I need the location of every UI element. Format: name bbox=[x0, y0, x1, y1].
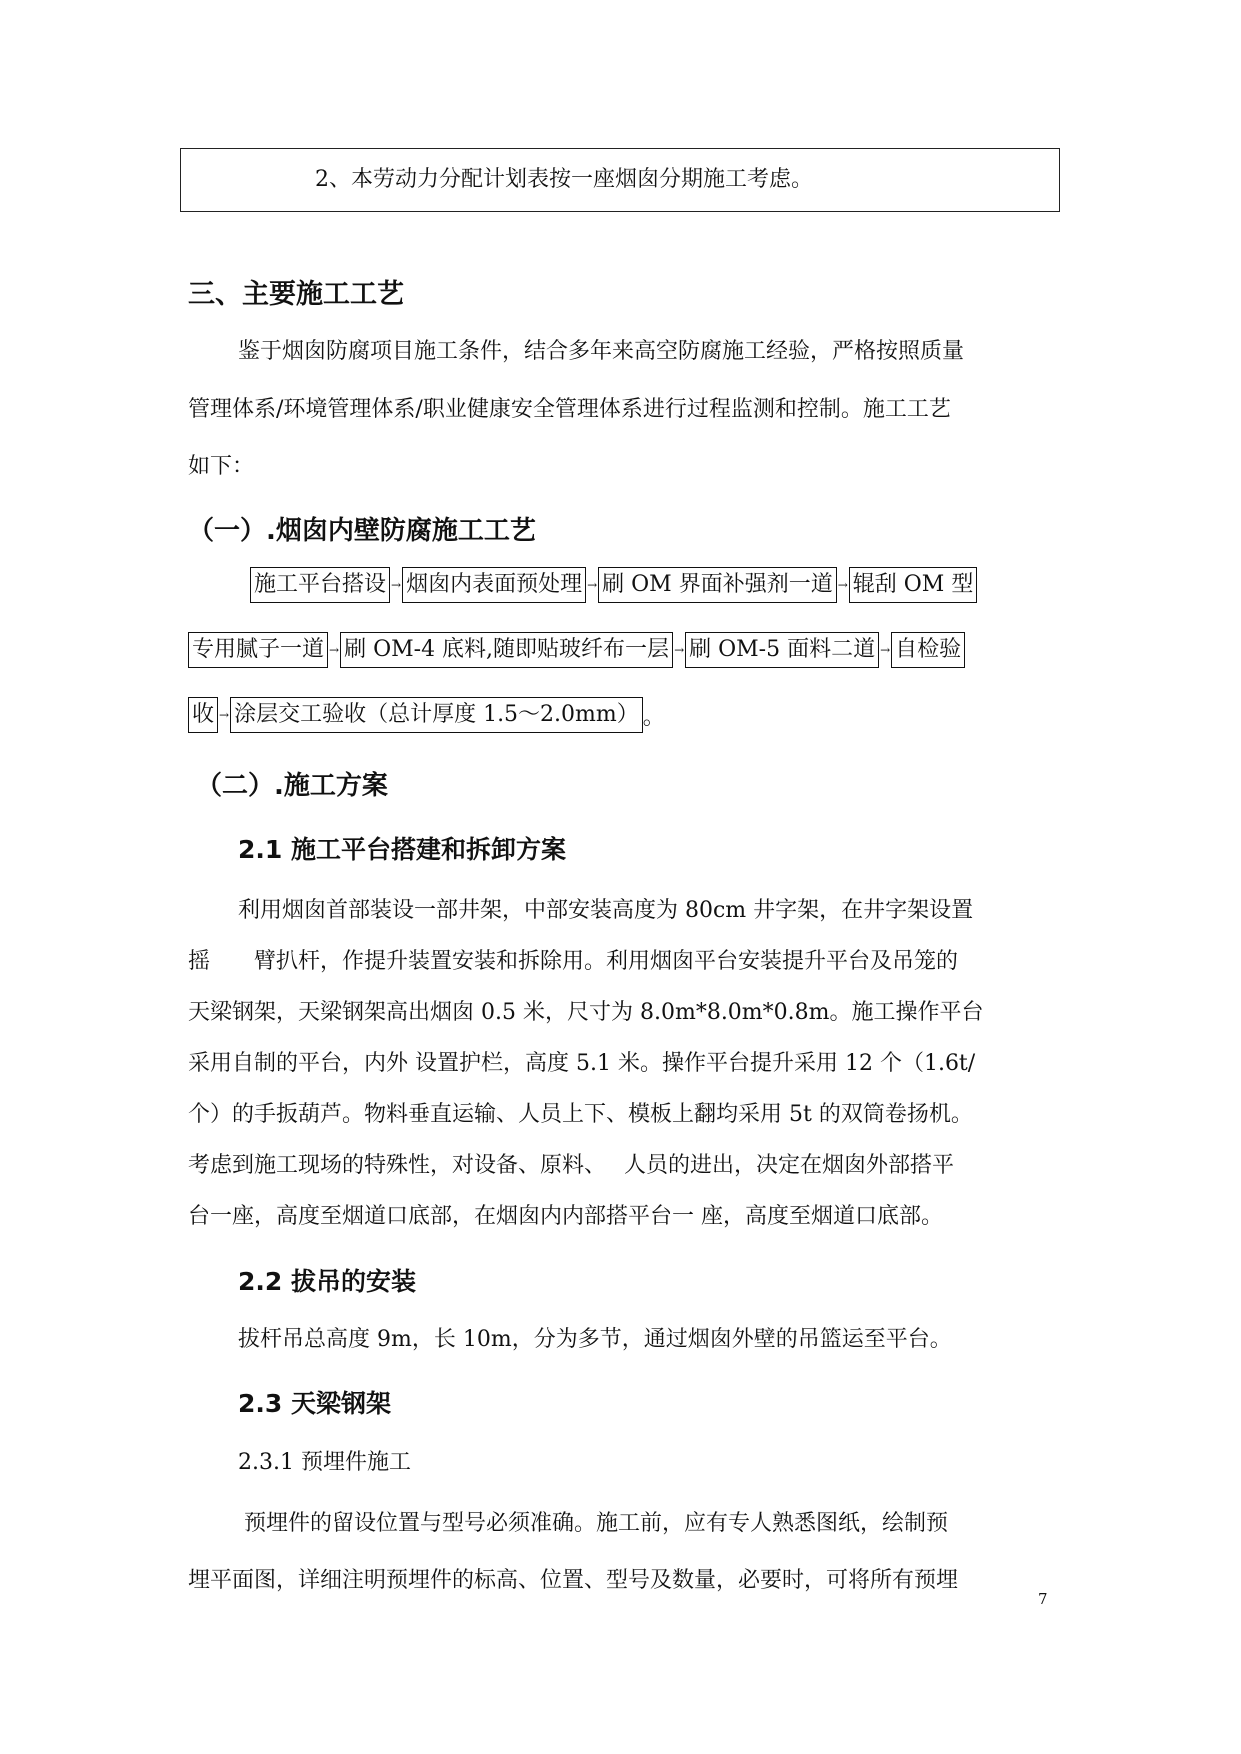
flow-step: 收 bbox=[188, 697, 218, 733]
body-line: 拔杆吊总高度 9m，长 10m，分为多节，通过烟囱外壁的吊篮运至平台。 bbox=[238, 1327, 952, 1352]
subsection-2-3-1-heading: 2.3.1 预埋件施工 bbox=[238, 1450, 411, 1475]
flow-step: 刷 OM 界面补强剂一道 bbox=[598, 567, 837, 603]
flow-step: 烟囱内表面预处理 bbox=[402, 567, 586, 603]
flow-step: 专用腻子一道 bbox=[188, 632, 328, 668]
intro-line: 管理体系/环境管理体系/职业健康安全管理体系进行过程监测和控制。施工工艺 bbox=[188, 397, 951, 422]
arrow-icon: → bbox=[587, 578, 598, 592]
arrow-icon: → bbox=[880, 643, 891, 657]
body-line: 考虑到施工现场的特殊性，对设备、原料、 人员的进出，决定在烟囱外部搭平 bbox=[188, 1153, 954, 1178]
arrow-icon: → bbox=[391, 578, 402, 592]
note-text: 2、本劳动力分配计划表按一座烟囱分期施工考虑。 bbox=[315, 167, 813, 192]
intro-line: 鉴于烟囱防腐项目施工条件，结合多年来高空防腐施工经验，严格按照质量 bbox=[238, 339, 965, 364]
section-heading: 三、主要施工工艺 bbox=[188, 279, 404, 310]
body-line: 采用自制的平台，内外 设置护栏，高度 5.1 米。操作平台提升采用 12 个（1.6t/ bbox=[188, 1051, 976, 1076]
flow-step: 刷 OM-5 面料二道 bbox=[685, 632, 879, 668]
arrow-icon: → bbox=[674, 643, 685, 657]
flow-step: 涂层交工验收（总计厚度 1.5～2.0mm） bbox=[230, 697, 643, 733]
flow-step: 自检验 bbox=[891, 632, 965, 668]
body-line: 个）的手扳葫芦。物料垂直运输、人员上下、模板上翻均采用 5t 的双筒卷扬机。 bbox=[188, 1102, 973, 1127]
section-2-3-heading: 2.3 天梁钢架 bbox=[238, 1389, 391, 1418]
arrow-icon: → bbox=[219, 708, 230, 722]
section-2-1-heading: 2.1 施工平台搭建和拆卸方案 bbox=[238, 835, 566, 864]
flow-tail: 。 bbox=[642, 704, 665, 730]
arrow-icon: → bbox=[329, 643, 340, 657]
flow-step: 辊刮 OM 型 bbox=[849, 567, 978, 603]
subsection-heading: （二）.施工方案 bbox=[196, 771, 388, 801]
body-line: 摇 臂扒杆，作提升装置安装和拆除用。利用烟囱平台安装提升平台及吊笼的 bbox=[188, 949, 959, 974]
flow-step: 施工平台搭设 bbox=[250, 567, 390, 603]
body-line: 天梁钢架，天梁钢架高出烟囱 0.5 米，尺寸为 8.0m*8.0m*0.8m。施工操作平台 bbox=[188, 1000, 984, 1025]
arrow-icon: → bbox=[837, 578, 848, 592]
intro-line: 如下： bbox=[188, 454, 255, 479]
process-flow-row bbox=[250, 567, 977, 603]
body-line: 利用烟囱首部装设一部井架，中部安装高度为 80cm 井字架，在井字架设置 bbox=[238, 898, 974, 923]
body-line: 台一座，高度至烟道口底部，在烟囱内内部搭平台一 座，高度至烟道口底部。 bbox=[188, 1204, 943, 1229]
process-flow-row bbox=[188, 632, 965, 668]
note-box bbox=[180, 148, 1060, 212]
body-line: 预埋件的留设位置与型号必须准确。施工前，应有专人熟悉图纸，绘制预 bbox=[244, 1511, 949, 1536]
process-flow-row bbox=[188, 697, 665, 733]
flow-step: 刷 OM-4 底料,随即贴玻纤布一层 bbox=[340, 632, 673, 668]
page-number: 7 bbox=[1038, 1590, 1048, 1608]
body-line: 埋平面图，详细注明预埋件的标高、位置、型号及数量，必要时，可将所有预埋 bbox=[188, 1568, 959, 1593]
section-2-2-heading: 2.2 拔吊的安装 bbox=[238, 1267, 416, 1296]
subsection-heading: （一）.烟囱内壁防腐施工工艺 bbox=[188, 516, 536, 546]
